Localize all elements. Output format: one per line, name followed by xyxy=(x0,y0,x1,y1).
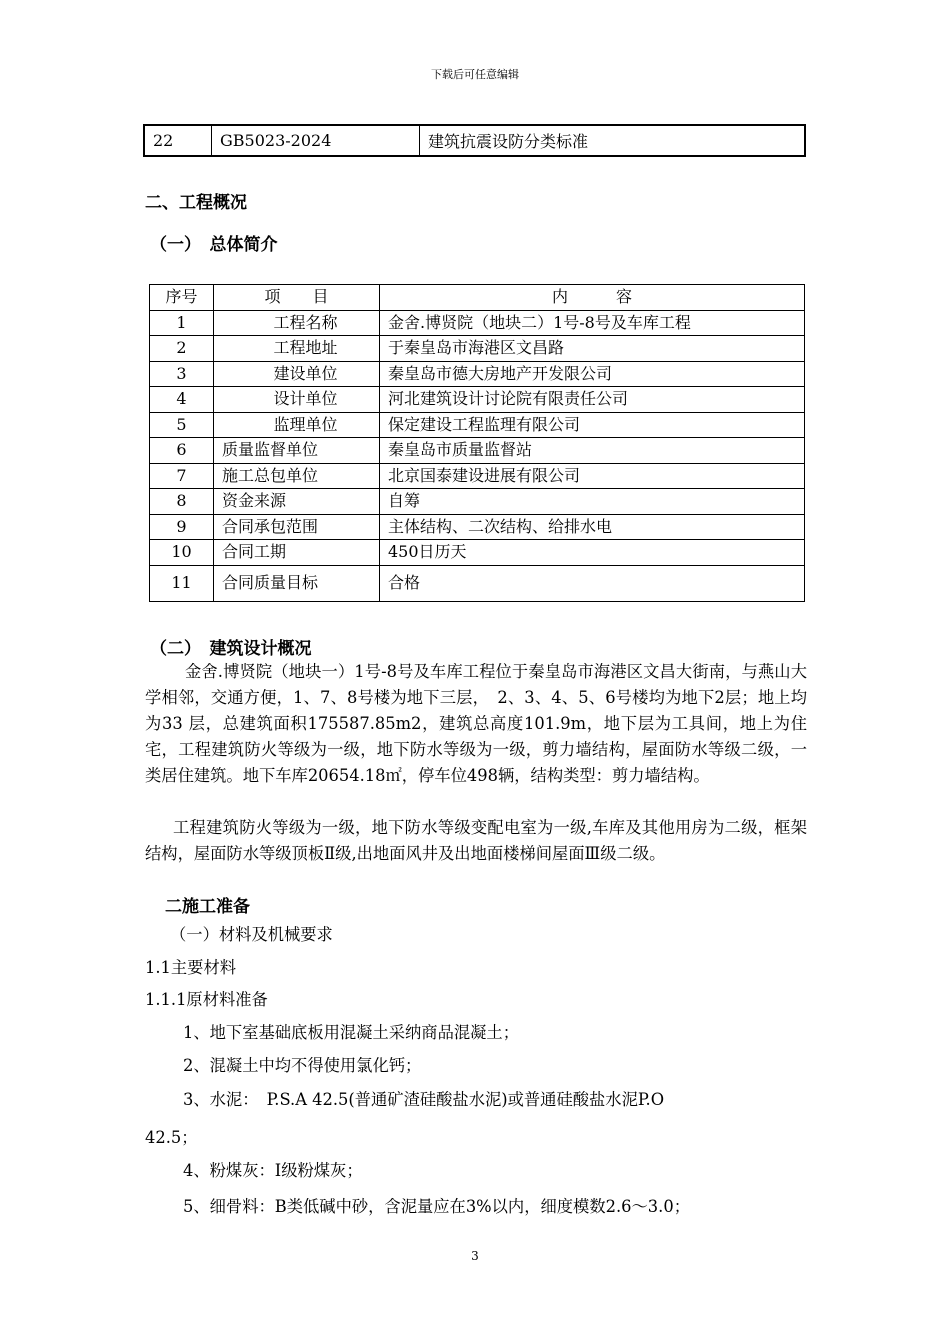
subsection-title-architecture: （二） 建筑设计概况 xyxy=(150,639,312,659)
standards-table xyxy=(143,124,806,157)
row-content: 河北建筑设计讨论院有限责任公司 xyxy=(380,387,805,413)
section-title-preparation: 二施工准备 xyxy=(165,897,250,917)
row-number: 11 xyxy=(150,565,214,601)
table-row xyxy=(150,565,805,601)
row-content: 金舍.博贤院（地块二）1号-8号及车库工程 xyxy=(380,310,805,336)
table-row xyxy=(150,438,805,464)
row-number: 1 xyxy=(150,310,214,336)
row-number: 9 xyxy=(150,514,214,540)
table-row xyxy=(150,463,805,489)
row-content: 北京国泰建设进展有限公司 xyxy=(380,463,805,489)
row-number: 10 xyxy=(150,540,214,566)
row-item: 合同质量目标 xyxy=(214,565,380,601)
row-content: 秦皇岛市质量监督站 xyxy=(380,438,805,464)
list-item: 5、细骨料：B类低碱中砂，含泥量应在3%以内，细度模数2.6～3.0； xyxy=(183,1197,690,1216)
row-item: 资金来源 xyxy=(214,489,380,515)
row-item: 监理单位 xyxy=(214,412,380,438)
table-row xyxy=(150,412,805,438)
header-number: 序号 xyxy=(150,285,214,311)
heading-main-materials: 1.1主要材料 xyxy=(145,958,237,977)
subsection-materials: （一）材料及机械要求 xyxy=(170,925,333,944)
list-item-continuation: 42.5； xyxy=(145,1128,198,1147)
table-row xyxy=(150,336,805,362)
row-number: 2 xyxy=(150,336,214,362)
table-row xyxy=(150,540,805,566)
row-item: 施工总包单位 xyxy=(214,463,380,489)
architecture-paragraph-2: 工程建筑防火等级为一级，地下防水等级变配电室为一级,车库及其他用房为二级，框架结构，屋面防水等级顶板Ⅱ级,出地面风井及出地面楼梯间屋面Ⅲ级二级。 xyxy=(145,818,807,863)
row-item: 工程名称 xyxy=(214,310,380,336)
row-content: 合格 xyxy=(380,565,805,601)
overview-table xyxy=(149,284,805,602)
heading-raw-materials: 1.1.1原材料准备 xyxy=(145,990,268,1009)
row-item: 质量监督单位 xyxy=(214,438,380,464)
row-item: 建设单位 xyxy=(214,361,380,387)
table-header-row xyxy=(150,285,805,311)
row-item: 合同承包范围 xyxy=(214,514,380,540)
page-header: 下载后可任意编辑 xyxy=(431,68,519,81)
row-number: 5 xyxy=(150,412,214,438)
row-number: 8 xyxy=(150,489,214,515)
architecture-paragraph-1: 金舍.博贤院（地块一）1号-8号及车库工程位于秦皇岛市海港区文昌大街南，与燕山大学相邻，交通方便，1、7、8号楼为地下三层， 2、3、4、5、6号楼均为地下2层；地上均为33 层，总建筑面积175587.85m2，建筑总高度101.9m，地下层为工具间，地上为住宅，工程建筑防火等级为一级，地下防水等级为一级，剪力墙结构，屋面防水等级二级，一类居住建筑。地下车库20654.18㎡，停车位498辆，结构类型：剪力墙结构。 xyxy=(145,662,807,785)
row-content: 秦皇岛市德大房地产开发限公司 xyxy=(380,361,805,387)
page-number: 3 xyxy=(471,1249,479,1263)
row-item: 设计单位 xyxy=(214,387,380,413)
row-item: 工程地址 xyxy=(214,336,380,362)
standard-name: 建筑抗震设防分类标准 xyxy=(420,125,806,156)
section-title-overview: 二、工程概况 xyxy=(145,193,247,213)
row-number: 4 xyxy=(150,387,214,413)
table-row xyxy=(150,361,805,387)
row-content: 主体结构、二次结构、给排水电 xyxy=(380,514,805,540)
table-row xyxy=(150,310,805,336)
table-row xyxy=(144,125,805,156)
row-content: 保定建设工程监理有限公司 xyxy=(380,412,805,438)
header-item: 项 目 xyxy=(214,285,380,311)
row-content: 450日历天 xyxy=(380,540,805,566)
list-item: 1、地下室基础底板用混凝土采纳商品混凝土； xyxy=(183,1023,519,1042)
row-content: 自筹 xyxy=(380,489,805,515)
standard-code: GB5023-2024 xyxy=(212,125,420,156)
row-number: 6 xyxy=(150,438,214,464)
list-item: 3、水泥： P.S.A 42.5(普通矿渣硅酸盐水泥)或普通硅酸盐水泥P.O xyxy=(183,1090,665,1109)
row-item: 合同工期 xyxy=(214,540,380,566)
row-content: 于秦皇岛市海港区文昌路 xyxy=(380,336,805,362)
row-number: 3 xyxy=(150,361,214,387)
table-row xyxy=(150,489,805,515)
list-item: 4、粉煤灰：Ⅰ级粉煤灰； xyxy=(183,1161,363,1180)
table-row xyxy=(150,514,805,540)
row-number: 7 xyxy=(150,463,214,489)
list-item: 2、混凝土中均不得使用氯化钙； xyxy=(183,1056,422,1075)
header-content: 内 容 xyxy=(380,285,805,311)
standard-number: 22 xyxy=(144,125,212,156)
subsection-title-summary: （一） 总体简介 xyxy=(150,235,278,255)
table-row xyxy=(150,387,805,413)
